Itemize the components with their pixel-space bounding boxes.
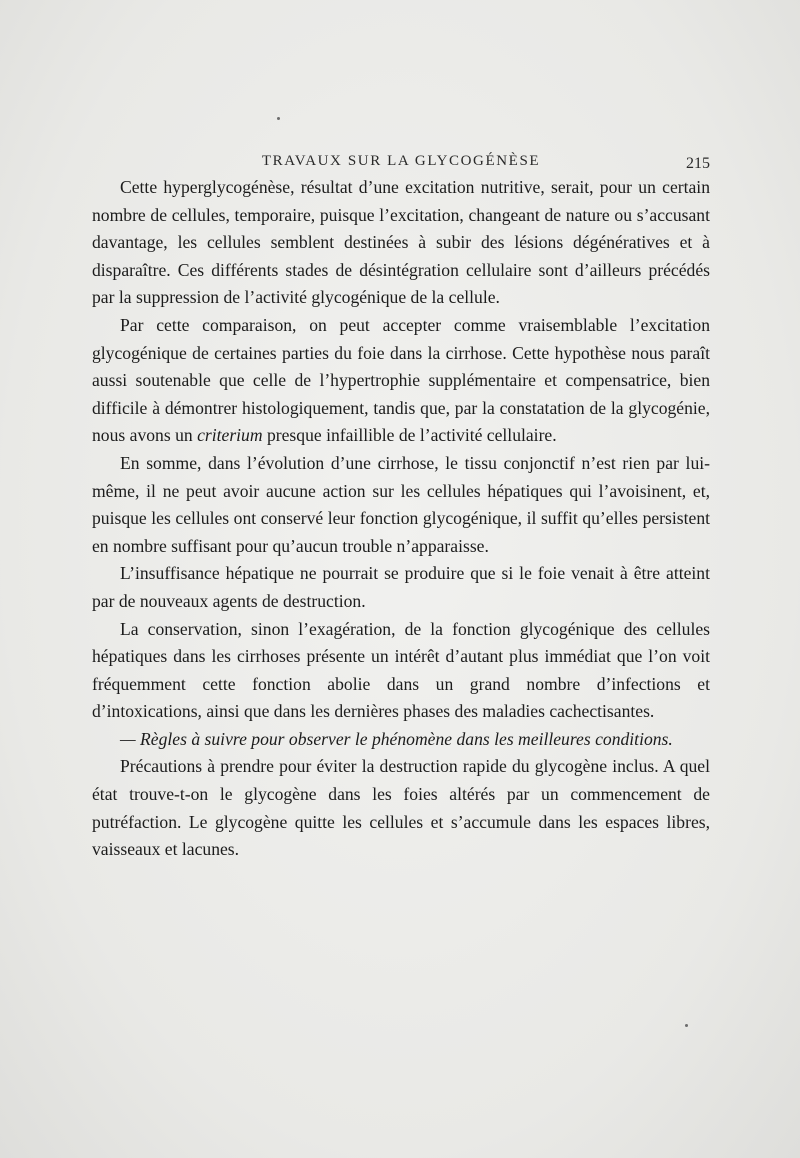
paper-speck: [277, 117, 280, 120]
section-heading: [92, 726, 710, 754]
italic-term: criterium: [197, 425, 263, 446]
page-number: 215: [686, 155, 710, 172]
paragraph: Cette hyperglycogénèse, résultat d’une excitation nutritive, serait, pour un certain nombre de cellules, temporaire, puisque l’excitation, changeant de nature ou s’accusant davantage, les cellules semblent destinées à subir des lésions dégénératives et à disparaître. Ces différents stades de désintégration cellulaire sont d’ailleurs précédés par la suppression de l’activité glycogénique de la cellule.: [92, 177, 710, 308]
paragraph: [92, 312, 710, 450]
paragraph: L’insuffisance hépatique ne pourrait se produire que si le foie venait à être atteint par de nouveaux agents de destruction.: [92, 563, 710, 611]
paragraph-text: presque infaillible de l’activité cellulaire.: [262, 425, 557, 446]
paper-speck: [685, 1024, 688, 1027]
paragraph-text: Par cette comparaison, on peut accepter comme vraisemblable l’excitation glycogénique de certaines parties du foie dans la cirrhose. Cette hypothèse nous paraît aussi soutenable que celle de l’hypertrophie supplémentaire et compensatrice, bien difficile à démontrer histologiquement, tandis que, par la constatation de la glycogénie, nous avons un: [92, 314, 710, 446]
paragraph: Précautions à prendre pour éviter la destruction rapide du glycogène inclus. A quel état trouve-t-on le glycogène dans les foies altérés par un commencement de putréfaction. Le glycogène quitte les cellules et s’accumule dans les espaces libres, vaisseaux et lacunes.: [92, 756, 710, 860]
paragraph: En somme, dans l’évolution d’une cirrhose, le tissu conjonctif n’est rien par lui-même, il ne peut avoir aucune action sur les cellules hépatiques qui l’avoisinent, et, puisque les cellules ont conservé leur fonction glycogénique, il suffit qu’elles persistent en nombre suffisant pour qu’aucun trouble n’apparaisse.: [92, 452, 710, 556]
paragraph: La conservation, sinon l’exagération, de la fonction glycogénique des cellules hépatiques dans les cirrhoses présente un intérêt d’autant plus immédiat que l’on voit fréquemment cette fonction abolie dans un grand nombre d’infections et d’intoxications, ainsi que dans les dernières phases des maladies cachectisantes.: [92, 618, 710, 722]
section-heading-text: — Règles à suivre pour observer le phénomène dans les meilleures conditions.: [120, 728, 673, 749]
running-title: TRAVAUX SUR LA GLYCOGÉNÈSE: [261, 153, 541, 169]
page-body: [92, 174, 710, 864]
page-header: [92, 151, 710, 175]
